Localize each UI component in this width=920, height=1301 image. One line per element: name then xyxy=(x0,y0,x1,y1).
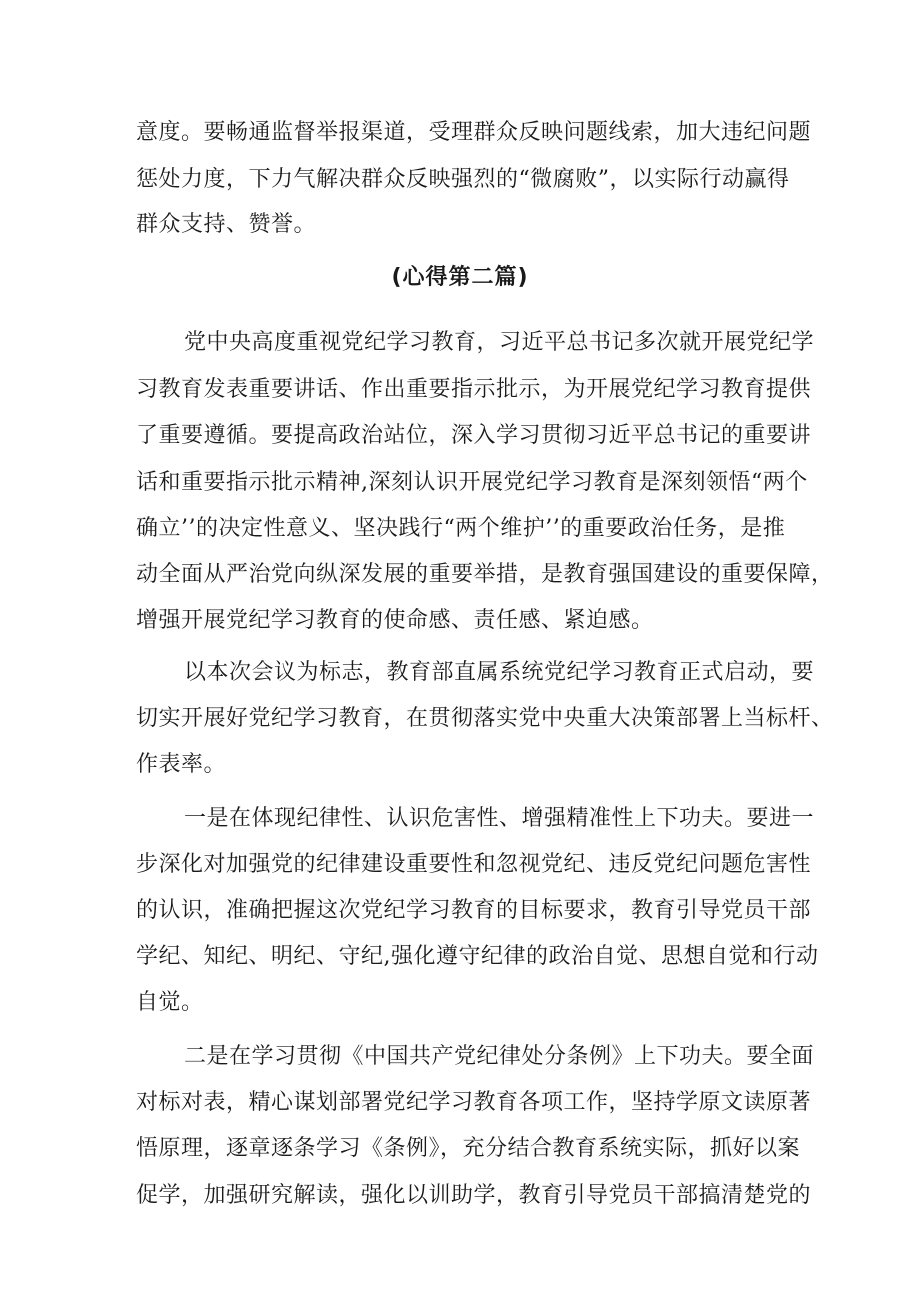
paragraph-line: 悟原理，逐章逐条学习《条例》，充分结合教育系统实际，抓好以案 xyxy=(136,1136,801,1161)
paragraph-line: 党中央高度重视党纪学习教育，习近平总书记多次就开展党纪学 xyxy=(184,330,815,355)
paragraph-line: 确立’’的决定性意义、坚决践行“两个维护’’的重要政治任务，是推 xyxy=(136,516,786,541)
paragraph-line: 话和重要指示批示精神,深刻认识开展党纪学习教育是深刻领悟“两个 xyxy=(136,470,808,495)
paragraph-line: 一是在体现纪律性、认识危害性、增强精准性上下功夫。要进一 xyxy=(184,806,815,831)
intro-line: 惩处力度，下力气解决群众反映强烈的“微腐败”，以实际行动赢得 xyxy=(136,167,790,192)
section-title: (心得第二篇) xyxy=(391,265,529,290)
paragraph-line: 学纪、知纪、明纪、守纪,强化遵守纪律的政治自觉、思想自觉和行动 xyxy=(136,944,819,969)
paragraph-line: 习教育发表重要讲话、作出重要指示批示，为开展党纪学习教育提供 xyxy=(136,377,812,402)
paragraph-line: 步深化对加强党的纪律建设重要性和忽视党纪、违反党纪问题危害性 xyxy=(136,852,812,877)
paragraph-line: 促学，加强研究解读，强化以训助学，教育引导党员干部搞清楚党的 xyxy=(136,1183,812,1208)
paragraph-line: 自觉。 xyxy=(136,990,204,1015)
intro-line: 群众支持、赞誉。 xyxy=(136,212,317,237)
paragraph-line: 动全面从严治党向纵深发展的重要举措，是教育强国建设的重要保障， xyxy=(136,562,834,587)
paragraph-line: 的认识，准确把握这次党纪学习教育的目标要求，教育引导党员干部 xyxy=(136,898,812,923)
intro-line: 意度。要畅通监督举报渠道，受理群众反映问题线索，加大违纪问题 xyxy=(136,120,812,145)
paragraph-line: 增强开展党纪学习教育的使命感、责任感、紧迫感。 xyxy=(136,608,654,633)
paragraph-line: 以本次会议为标志，教育部直属系统党纪学习教育正式启动，要 xyxy=(184,660,815,685)
paragraph-line: 了重要遵循。要提高政治站位，深入学习贯彻习近平总书记的重要讲 xyxy=(136,423,812,448)
paragraph-line: 二是在学习贯彻《中国共产党纪律处分条例》上下功夫。要全面 xyxy=(184,1044,815,1069)
paragraph-line: 作表率。 xyxy=(136,752,227,777)
paragraph-line: 对标对表，精心谋划部署党纪学习教育各项工作，坚持学原文读原著 xyxy=(136,1090,812,1115)
paragraph-line: 切实开展好党纪学习教育，在贯彻落实党中央重大决策部署上当标杆、 xyxy=(136,706,834,731)
